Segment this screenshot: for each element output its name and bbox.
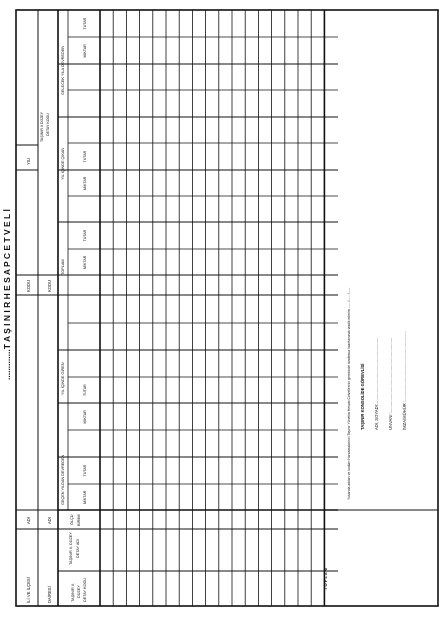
- il-ilce-label: İLİ VE İLÇESİ: [26, 577, 31, 603]
- kod-header-3: DETAY KODU: [83, 577, 87, 602]
- olcu-header-2: BİRİMİ: [77, 514, 81, 526]
- miktar-label: MİKTAR: [83, 490, 87, 504]
- kod-header-2: DÜZEY: [77, 585, 81, 598]
- kod-header-1: TAŞINIR II.: [71, 583, 75, 602]
- tutar-label: TUTAR: [83, 17, 87, 30]
- olcu-header-1: ÖLÇÜ: [70, 514, 74, 525]
- toplam-header: TOPLAM: [61, 259, 65, 275]
- miktar-label: MİKTAR: [83, 176, 87, 190]
- toplam-row-label: T O P L A M: [323, 567, 328, 590]
- gecen-yil-header: GEÇEN YILDAN DEVREDEN: [61, 454, 65, 505]
- il-ilce-adi-label: ADI: [26, 517, 31, 524]
- yil-giren-header: YIL İÇİNDE GİREN: [61, 362, 65, 395]
- yil-cikan-header: YIL İÇİNDE ÇIKAN: [61, 147, 65, 180]
- ad-header-2: DETAY ADI: [76, 538, 80, 558]
- dairesi-label: DAİRESİ: [47, 586, 52, 603]
- dairesi-adi-label: ADI: [47, 517, 52, 524]
- adi-soyadi-line: ADI, SOYADI:.........................................................: [374, 337, 379, 430]
- dairesi-kodu-label: KODU: [47, 279, 52, 292]
- miktar-label: MİKTAR: [83, 255, 87, 269]
- ad-header-1: TAŞINIR II. DÜZEY: [69, 532, 73, 565]
- unvani-line: UNVANI :................................................................: [388, 337, 393, 430]
- yili-label: YILI: [26, 157, 31, 165]
- tutar-label: TUTAR: [83, 464, 87, 477]
- imza-line: İMZA/MÜHÜR :............................................................: [402, 331, 407, 430]
- form-title: .............T A Ş I N I R H E S A P C E T V E L İ: [2, 209, 12, 380]
- footer-note: Yukarıda adıları ve kodları Harcamalarının Taşınır Yönetim Hesabı Cetvellerinin gerekinde tarafımca hazırlanarak tasdik ederim ...... /...... /......: [347, 287, 351, 500]
- miktar-label: MİKTAR: [83, 410, 87, 424]
- gelecek-yil-header: GELECEK YILA DEVREDEN: [61, 45, 65, 95]
- il-ilce-kodu-label: KODU: [26, 279, 31, 292]
- grid-horizontal-lines: [100, 10, 324, 606]
- sag-ust-label-1: TAŞINIR II.DÜZEY: [40, 111, 44, 142]
- miktar-label: MİKTAR: [83, 44, 87, 58]
- sag-ust-label-2: DETAY KODU: [46, 113, 50, 136]
- konsolide-label: TAŞINIR KONSOLİDE GÖREVLİSİ: [360, 363, 365, 430]
- tutar-label: TUTAR: [83, 229, 87, 242]
- tutar-label: TUTAR: [83, 384, 87, 396]
- tutar-label: TUTAR: [83, 150, 87, 163]
